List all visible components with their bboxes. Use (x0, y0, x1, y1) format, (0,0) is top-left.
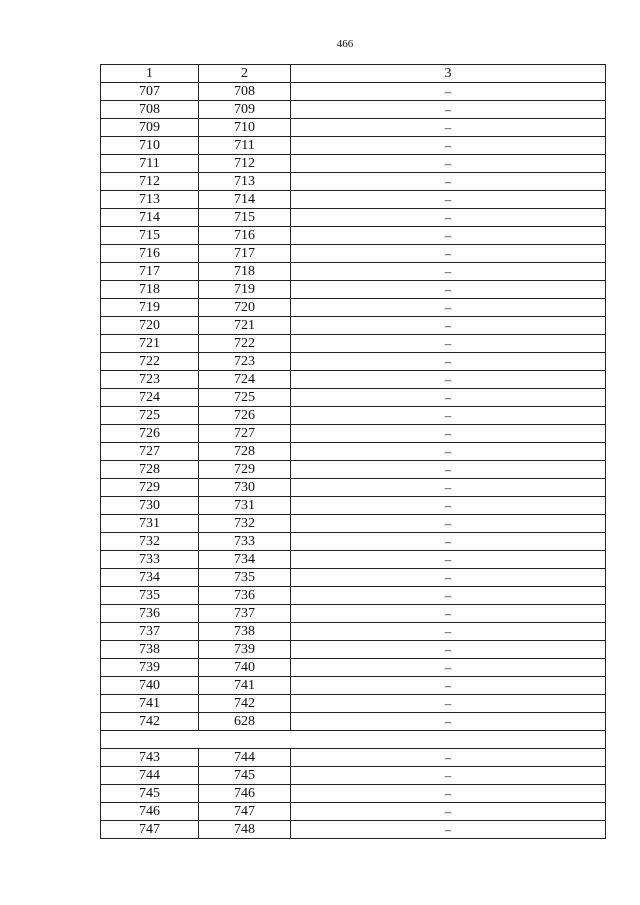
cell-col-1: 731 (101, 515, 199, 533)
table-row (101, 137, 606, 155)
table-row (101, 713, 606, 731)
cell-col-3: – (291, 83, 606, 101)
cell-col-3: – (291, 407, 606, 425)
table-row (101, 119, 606, 137)
table-row (101, 353, 606, 371)
cell-col-1: 726 (101, 425, 199, 443)
cell-col-2: 730 (199, 479, 291, 497)
table-row (101, 299, 606, 317)
table-body (101, 83, 606, 839)
cell-col-2: 711 (199, 137, 291, 155)
cell-col-2: 720 (199, 299, 291, 317)
cell-col-1: 712 (101, 173, 199, 191)
cell-col-2: 714 (199, 191, 291, 209)
cell-col-3: – (291, 551, 606, 569)
cell-col-3: – (291, 803, 606, 821)
cell-col-3: – (291, 767, 606, 785)
table-row (101, 587, 606, 605)
cell-col-3: – (291, 533, 606, 551)
cell-col-2: 719 (199, 281, 291, 299)
cell-col-2: 727 (199, 425, 291, 443)
cell-col-2: 735 (199, 569, 291, 587)
cell-col-2: 742 (199, 695, 291, 713)
cell-col-3: – (291, 677, 606, 695)
cell-col-3: – (291, 425, 606, 443)
column-header-2: 2 (199, 65, 291, 83)
cell-col-3: – (291, 461, 606, 479)
separator-row (101, 731, 606, 749)
cell-col-3: – (291, 587, 606, 605)
cell-col-3: – (291, 713, 606, 731)
cell-col-2: 712 (199, 155, 291, 173)
table-row (101, 533, 606, 551)
cell-col-1: 744 (101, 767, 199, 785)
table-row (101, 317, 606, 335)
cell-col-2: 729 (199, 461, 291, 479)
cell-col-3: – (291, 155, 606, 173)
cell-col-1: 727 (101, 443, 199, 461)
cell-col-2: 733 (199, 533, 291, 551)
cell-col-1: 720 (101, 317, 199, 335)
column-header-3: 3 (291, 65, 606, 83)
table-row (101, 497, 606, 515)
cell-col-2: 740 (199, 659, 291, 677)
table-row (101, 245, 606, 263)
table-header-row (101, 65, 606, 83)
cell-col-2: 726 (199, 407, 291, 425)
table-row (101, 407, 606, 425)
cell-col-1: 724 (101, 389, 199, 407)
table-row (101, 425, 606, 443)
table-row (101, 209, 606, 227)
table-row (101, 515, 606, 533)
cell-col-3: – (291, 497, 606, 515)
table-row (101, 461, 606, 479)
cell-col-3: – (291, 209, 606, 227)
cell-col-3: – (291, 749, 606, 767)
table-row (101, 677, 606, 695)
cell-col-3: – (291, 569, 606, 587)
cell-col-3: – (291, 785, 606, 803)
cell-col-1: 713 (101, 191, 199, 209)
cell-col-1: 741 (101, 695, 199, 713)
cell-col-1: 717 (101, 263, 199, 281)
cell-col-1: 743 (101, 749, 199, 767)
cell-col-3: – (291, 137, 606, 155)
cell-col-1: 707 (101, 83, 199, 101)
cell-col-3: – (291, 695, 606, 713)
cell-col-1: 718 (101, 281, 199, 299)
table-row (101, 173, 606, 191)
separator-cell (101, 731, 606, 749)
column-header-1: 1 (101, 65, 199, 83)
cell-col-2: 718 (199, 263, 291, 281)
table-row (101, 623, 606, 641)
cell-col-1: 721 (101, 335, 199, 353)
cell-col-2: 732 (199, 515, 291, 533)
cell-col-2: 628 (199, 713, 291, 731)
cell-col-2: 710 (199, 119, 291, 137)
cell-col-1: 728 (101, 461, 199, 479)
cell-col-3: – (291, 605, 606, 623)
cell-col-1: 738 (101, 641, 199, 659)
cell-col-2: 715 (199, 209, 291, 227)
cell-col-1: 740 (101, 677, 199, 695)
cell-col-2: 722 (199, 335, 291, 353)
cell-col-2: 708 (199, 83, 291, 101)
table-row (101, 803, 606, 821)
cell-col-2: 738 (199, 623, 291, 641)
table-row (101, 641, 606, 659)
cell-col-2: 721 (199, 317, 291, 335)
cell-col-3: – (291, 263, 606, 281)
cell-col-3: – (291, 443, 606, 461)
cell-col-1: 735 (101, 587, 199, 605)
cell-col-3: – (291, 515, 606, 533)
table-row (101, 83, 606, 101)
cell-col-3: – (291, 281, 606, 299)
cell-col-2: 725 (199, 389, 291, 407)
cell-col-3: – (291, 479, 606, 497)
cell-col-1: 745 (101, 785, 199, 803)
cell-col-3: – (291, 371, 606, 389)
table-row (101, 389, 606, 407)
cell-col-1: 732 (101, 533, 199, 551)
cell-col-1: 709 (101, 119, 199, 137)
table-row (101, 101, 606, 119)
cell-col-3: – (291, 389, 606, 407)
table-row (101, 443, 606, 461)
cell-col-1: 714 (101, 209, 199, 227)
cell-col-3: – (291, 101, 606, 119)
cell-col-2: 745 (199, 767, 291, 785)
page-number: 466 (336, 38, 354, 50)
table-row (101, 263, 606, 281)
cell-col-2: 744 (199, 749, 291, 767)
cell-col-2: 746 (199, 785, 291, 803)
cell-col-3: – (291, 119, 606, 137)
table-row (101, 569, 606, 587)
cell-col-2: 741 (199, 677, 291, 695)
cell-col-3: – (291, 191, 606, 209)
cell-col-3: – (291, 227, 606, 245)
cell-col-2: 739 (199, 641, 291, 659)
cell-col-1: 725 (101, 407, 199, 425)
table-row (101, 479, 606, 497)
cell-col-2: 709 (199, 101, 291, 119)
table-row (101, 767, 606, 785)
cell-col-3: – (291, 821, 606, 839)
cell-col-1: 739 (101, 659, 199, 677)
table-row (101, 371, 606, 389)
cell-col-3: – (291, 641, 606, 659)
cell-col-1: 729 (101, 479, 199, 497)
cell-col-1: 736 (101, 605, 199, 623)
table-row (101, 695, 606, 713)
cell-col-3: – (291, 299, 606, 317)
cell-col-2: 737 (199, 605, 291, 623)
cell-col-2: 748 (199, 821, 291, 839)
table-row (101, 155, 606, 173)
cell-col-2: 716 (199, 227, 291, 245)
cell-col-1: 746 (101, 803, 199, 821)
table-row (101, 659, 606, 677)
cell-col-2: 731 (199, 497, 291, 515)
cell-col-1: 719 (101, 299, 199, 317)
cell-col-3: – (291, 353, 606, 371)
cell-col-1: 737 (101, 623, 199, 641)
cell-col-2: 734 (199, 551, 291, 569)
table-row (101, 749, 606, 767)
cell-col-1: 715 (101, 227, 199, 245)
table-row (101, 227, 606, 245)
cell-col-2: 724 (199, 371, 291, 389)
cell-col-1: 742 (101, 713, 199, 731)
cell-col-1: 716 (101, 245, 199, 263)
cell-col-1: 711 (101, 155, 199, 173)
cell-col-3: – (291, 245, 606, 263)
cell-col-2: 713 (199, 173, 291, 191)
cell-col-2: 736 (199, 587, 291, 605)
cell-col-1: 733 (101, 551, 199, 569)
table-row (101, 191, 606, 209)
cell-col-3: – (291, 317, 606, 335)
cell-col-1: 708 (101, 101, 199, 119)
cell-col-3: – (291, 335, 606, 353)
cell-col-1: 730 (101, 497, 199, 515)
table-row (101, 785, 606, 803)
cell-col-2: 723 (199, 353, 291, 371)
cell-col-1: 723 (101, 371, 199, 389)
cell-col-2: 728 (199, 443, 291, 461)
table-row (101, 605, 606, 623)
cell-col-3: – (291, 659, 606, 677)
table-row (101, 821, 606, 839)
cell-col-2: 717 (199, 245, 291, 263)
table-row (101, 551, 606, 569)
table-row (101, 335, 606, 353)
cell-col-3: – (291, 173, 606, 191)
cell-col-1: 722 (101, 353, 199, 371)
cell-col-1: 734 (101, 569, 199, 587)
table-row (101, 281, 606, 299)
data-table (100, 64, 606, 839)
cell-col-1: 747 (101, 821, 199, 839)
cell-col-2: 747 (199, 803, 291, 821)
cell-col-3: – (291, 623, 606, 641)
cell-col-1: 710 (101, 137, 199, 155)
